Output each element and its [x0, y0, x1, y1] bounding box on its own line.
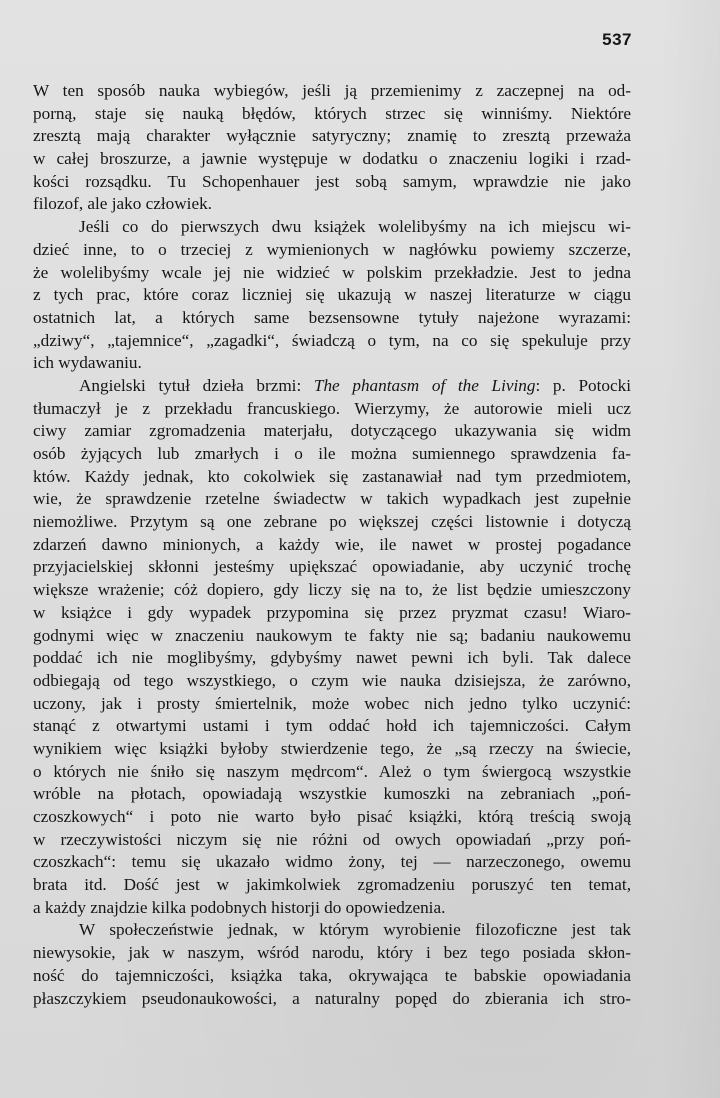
text-line: filozof, ale jako człowiek. — [33, 194, 212, 214]
text-line: „dziwy“, „tajemnice“, „zagadki“, świadczą o tym, na co się spekuluje przy — [33, 330, 631, 350]
text-line — [33, 375, 631, 398]
text-line: W ten sposób nauka wybiegów, jeśli ją przemienimy z zaczepnej na od- — [33, 81, 631, 100]
text-line: tłumaczył je z przekładu francuskiego. Wierzymy, że autorowie mieli ucz — [33, 398, 631, 418]
text-line: o których nie śniło się naszym mędrcom“. Ależ o tym świergocą wszystkie — [33, 761, 631, 781]
text-line: czoszkowych“ i poto nie warto było pisać książki, którą treścią swoją — [33, 807, 631, 826]
text-line: czoszkach“: temu się ukazało widmo żony, tej — narzeczonego, owemu — [33, 852, 631, 872]
text-line: a każdy znajdzie kilka podobnych historji do opowiedzenia. — [33, 897, 446, 917]
text-line: wie, że sprawdzenie rzetelne świadectw w takich wypadkach jest zupełnie — [33, 489, 631, 509]
text-line: ostatnich lat, a których same bezsensowne tytuły najeżone wyrazami: — [33, 307, 631, 327]
text-line: dzieć inne, to o trzeciej z wymienionych w nagłówku powiemy szczerze, — [33, 239, 631, 259]
text-line: godnymi więc w znaczeniu naukowym te fakty nie są; badaniu naukowemu — [33, 625, 631, 645]
text-line: przyjacielskiej skłonni jesteśmy upiększać opowiadanie, aby uczynić trochę — [33, 557, 631, 577]
book-title-italic: The phantasm of the Living — [313, 375, 536, 395]
text-line: że wolelibyśmy wcale jej nie widzieć w polskim przekładzie. Jest to jedna — [33, 262, 631, 282]
text-line: z tych prac, które coraz liczniej się ukazują w naszej literaturze w ciągu — [33, 285, 631, 305]
text-line: porną, staje się nauką błędów, których strzec się winniśmy. Niektóre — [33, 103, 631, 123]
page-number: 537 — [602, 30, 632, 49]
text-line: odbiegają od tego wszystkiego, o czym wie nauka dzisiejsza, że zarówno, — [33, 670, 631, 690]
text-line: poddać ich nie moglibyśmy, gdybyśmy nawet pewni ich byli. Tak dalece — [33, 648, 631, 668]
text-line: niewysokie, jak w naszym, wśród narodu, który i bez tego posiada skłon- — [33, 943, 631, 963]
text-line: płaszczykiem pseudonaukowości, a naturalny popęd do zbierania ich stro- — [33, 988, 631, 1008]
text-line: w książce i gdy wypadek przypomina się przez pryzmat czasu! Wiaro- — [33, 602, 631, 622]
scan-shadow — [660, 0, 720, 1098]
text-line: uczony, jak i prosty śmiertelnik, może wobec nich jedno tylko uczynić: — [33, 693, 631, 713]
text-line: zdarzeń dawno minionych, a każdy wie, ile nawet w prostej pogadance — [33, 534, 631, 554]
text-line: osób żyjących lub zmarłych i o ile można sumiennego sprawdzenia fa- — [33, 444, 631, 463]
text-line: brata itd. Dość jest w jakimkolwiek zgromadzeniu poruszyć ten temat, — [33, 875, 631, 895]
text-segment: : p. Potocki — [535, 375, 631, 395]
text-line: ność do tajemniczości, książka taka, okrywająca te babskie opowiadania — [33, 965, 631, 985]
text-line: w całej broszurze, a jawnie występuje w dodatku o znaczeniu logiki i rzad- — [33, 149, 631, 169]
text-line: zresztą mają charakter wyłącznie satyryczny; znamię to zresztą przeważa — [33, 126, 631, 146]
text-line: W społeczeństwie jednak, w którym wyrobienie filozoficzne jest tak — [79, 920, 631, 940]
text-segment: Angielski tytuł dzieła brzmi: — [79, 375, 314, 395]
text-line: wróble na płotach, opowiadają wszystkie kumoszki na zebraniach „poń- — [33, 784, 631, 804]
text-line: niemożliwe. Przytym są one zebrane po większej części listownie i dotyczą — [33, 512, 631, 532]
text-line: większe wrażenie; cóż dopiero, gdy liczy się na to, że list będzie umieszczony — [33, 580, 631, 600]
text-line: Jeśli co do pierwszych dwu książek wolelibyśmy na ich miejscu wi- — [79, 217, 631, 237]
body-text — [33, 80, 631, 1010]
text-line: któw. Każdy jednak, kto cokolwiek się zastanawiał nad tym przedmiotem, — [33, 466, 631, 486]
text-line: ich wydawaniu. — [33, 353, 142, 373]
text-line: kości rozsądku. Tu Schopenhauer jest sobą samym, wprawdzie nie jako — [33, 171, 631, 191]
text-line: w rzeczywistości niczym się nie różni od owych opowiadań „przy poń- — [33, 829, 631, 849]
text-line: ciwy zamiar zgromadzenia materjału, dotyczącego ukazywania się widm — [33, 421, 631, 441]
text-line: wynikiem więc książki byłoby stwierdzenie tego, że „są rzeczy na świecie, — [33, 738, 631, 758]
text-line: stanąć z otwartymi ustami i tym oddać hołd ich tajemniczości. Całym — [33, 716, 631, 736]
